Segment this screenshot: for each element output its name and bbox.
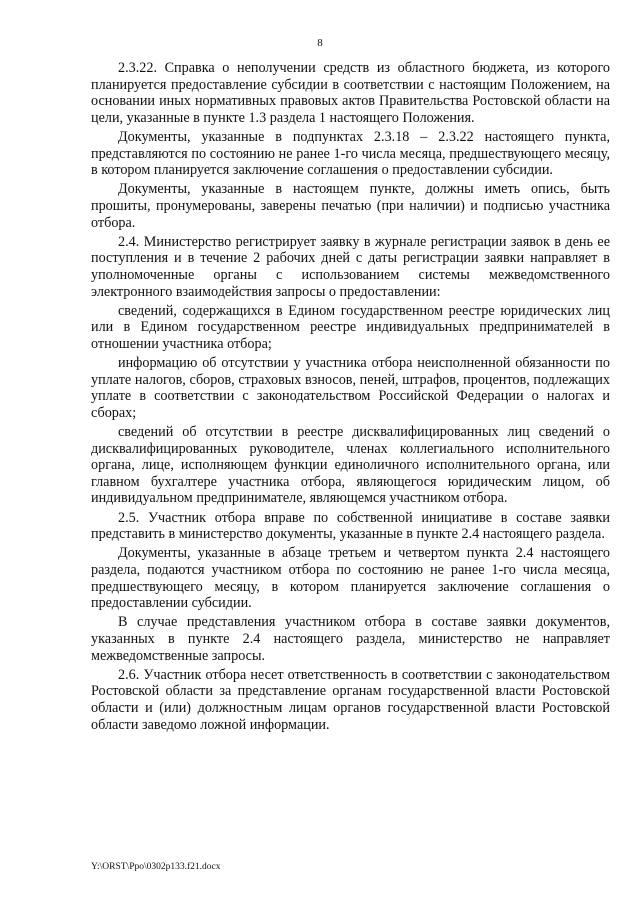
document-body — [91, 60, 610, 736]
paragraph: 2.4. Министерство регистрирует заявку в журнале регистрации заявок в день ее поступления и в течение 2 рабочих дней с даты регистрации заявки направляет в уполномоченные органы с использованием системы межведомственного электронного взаимодействия запросы о предоставлении: — [91, 233, 610, 300]
paragraph: информацию об отсутствии у участника отбора неисполненной обязанности по уплате налогов, сборов, страховых взносов, пеней, штрафов, процентов, подлежащих уплате в соответствии с законодательством Российской Федерации о налогах и сборах; — [91, 355, 610, 421]
paragraph: 2.3.22. Справка о неполучении средств из областного бюджета, из которого планируется предоставление субсидии в соответствии с настоящим Положением, на основании иных нормативных правовых актов Правительства Ростовской области на цели, указанные в пункте 1.3 раздела 1 настоящего Положения. — [91, 60, 610, 126]
paragraph: 2.5. Участник отбора вправе по собственной инициативе в составе заявки представить в министерство документы, указанные в пункте 2.4 настоящего раздела. — [91, 509, 610, 543]
paragraph: Документы, указанные в абзаце третьем и четвертом пункта 2.4 настоящего раздела, подаются участником отбора по состоянию не ранее 1-го числа месяца, предшествующего месяцу, в котором планируется заключение соглашения о предоставлении субсидии. — [91, 545, 610, 612]
paragraph: сведений, содержащихся в Едином государственном реестре юридических лиц или в Едином государственном реестре индивидуальных предпринимателей в отношении участника отбора; — [91, 302, 610, 352]
paragraph: Документы, указанные в подпунктах 2.3.18 – 2.3.22 настоящего пункта, представляются по состоянию не ранее 1-го числа месяца, предшествующего месяцу, в котором планируется заключение соглашения о предоставлении субсидии. — [91, 128, 610, 179]
file-path-footer: Y:\ORST\Ppo\0302p133.f21.docx — [91, 862, 221, 872]
page-number: 8 — [317, 37, 323, 49]
paragraph: В случае представления участником отбора в составе заявки документов, указанных в пункте 2.4 настоящего раздела, министерство не направляет межведомственные запросы. — [91, 614, 610, 664]
paragraph: Документы, указанные в настоящем пункте, должны иметь опись, быть прошиты, пронумерованы, заверены печатью (при наличии) и подписью участника отбора. — [91, 181, 610, 231]
paragraph: 2.6. Участник отбора несет ответственность в соответствии с законодательством Ростовской области за представление органам государственной власти Ростовской области и (или) должностным лицам органов государственной власти Ростовской области заведомо ложной информации. — [91, 666, 610, 733]
paragraph: сведений об отсутствии в реестре дисквалифицированных лиц сведений о дисквалифицированных руководителе, членах коллегиального исполнительного органа, лице, исполняющем функции единоличного исполнительного органа, или главном бухгалтере участника отбора, являющегося юридическим лицом, об индивидуальном предпринимателе, являющемся участником отбора. — [91, 424, 610, 507]
